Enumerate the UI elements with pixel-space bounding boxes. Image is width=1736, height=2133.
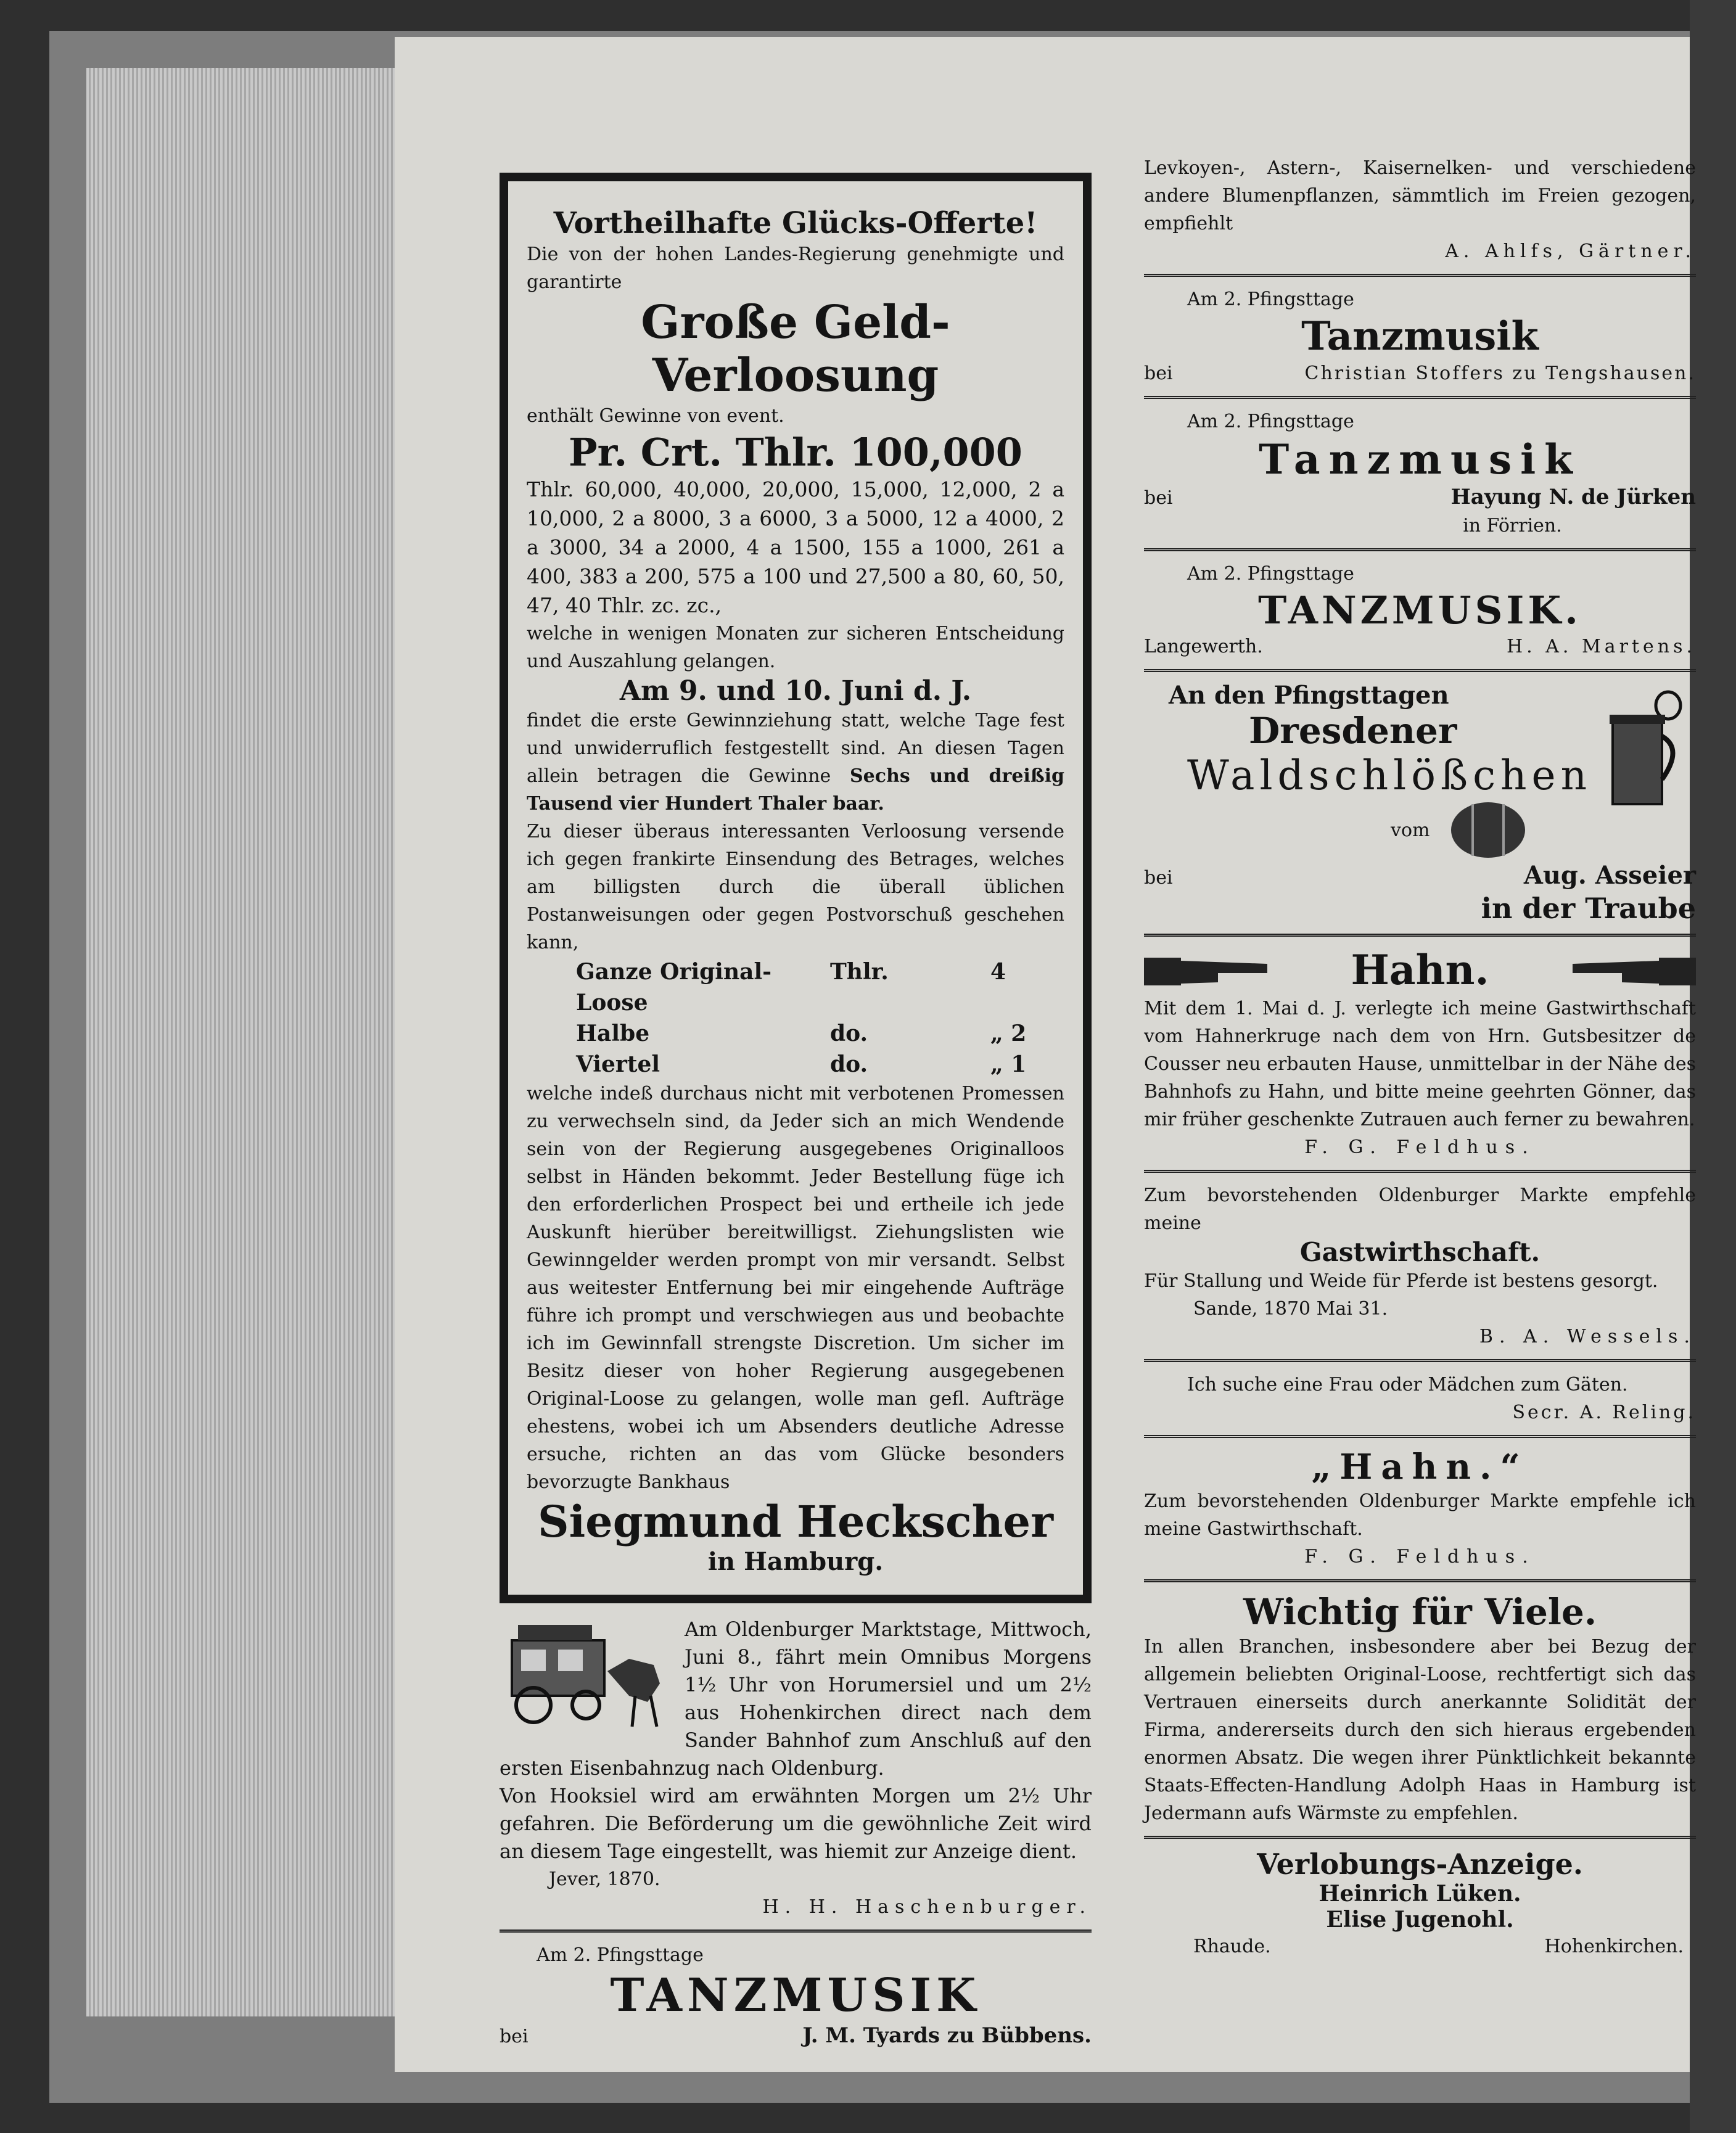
hahn-title-row xyxy=(1144,945,1696,995)
reling-ad xyxy=(1144,1371,1696,1426)
hahn2-signature: F. G. Feldhus. xyxy=(1304,1546,1536,1568)
top-prize: Pr. Crt. Thlr. 100,000 xyxy=(569,430,1022,475)
dresdener-l3: Waldschlößchen xyxy=(1187,752,1592,799)
tanzmusik-tengshausen-ad xyxy=(1144,286,1696,387)
right-column xyxy=(1144,154,1696,1960)
dresdener-bei: bei xyxy=(1144,867,1173,889)
separator xyxy=(1144,548,1696,551)
omnibus-text2: Von Hooksiel wird am erwähnten Morgen um 2½ Uhr gefahren. Die Beförderung um die gewöhnliche Zeit wird an diesem Tage eingestellt, was hiemit zur Anzeige dient. xyxy=(500,1784,1092,1863)
ad-headline: Große Geld-Verloosung xyxy=(641,296,950,402)
wichtig-title: Wichtig für Viele. xyxy=(1243,1591,1597,1633)
dresdener-ad xyxy=(1144,681,1696,925)
tanz1-host-row xyxy=(1144,360,1696,387)
dresdener-inn: in der Traube xyxy=(1481,892,1696,925)
ad-para3: Zu dieser überaus interessanten Verloosung versende ich gegen frankirte Einsendung des Betrages, welches am billigsten durch die überall üblichen Postanweisungen oder gegen Postvorschuß geschehen kann, xyxy=(527,821,1064,953)
tanzmusik-bubbens-ad xyxy=(500,1941,1092,2050)
tanzmusik-foerrien-ad xyxy=(1144,408,1696,540)
firm-name: Siegmund Heckscher xyxy=(538,1496,1053,1547)
ad-intro: Die von der hohen Landes-Regierung genehmigte und garantirte xyxy=(527,244,1064,293)
ad-title: Vortheilhafte Glücks-Offerte! xyxy=(553,206,1038,240)
tanz2-host-row xyxy=(1144,483,1696,512)
tanz-pre: Am 2. Pfingsttage xyxy=(537,1944,704,1966)
loose-val: 4 xyxy=(990,959,1006,985)
tanz3-host-row xyxy=(1144,633,1696,660)
reling-signature: Secr. A. Reling. xyxy=(1512,1402,1696,1423)
wichtig-text: In allen Branchen, insbesondere aber bei Bezug der allgemein beliebten Original-Loose, rechtfertigt sich das Vertrauen einerseits durch anerkannte Solidität der Firma, andererseits durch den sich hieraus ergebenden enormen Absatz. Die wegen ihrer Pünktlichkeit bekannte Staats-Effecten-Handlung Adolph Haas in Hamburg ist Jedermann aufs Wärmste zu empfehlen. xyxy=(1144,1636,1696,1824)
dresdener-l1: An den Pfingsttagen xyxy=(1169,681,1449,710)
ahlfs-signature: A. Ahlfs, Gärtner. xyxy=(1445,240,1696,262)
hahn-title: Hahn. xyxy=(1351,946,1489,994)
loose-label: Halbe xyxy=(576,1021,650,1046)
ad-para1: welche in wenigen Monaten zur sicheren Entscheidung und Auszahlung gelangen. xyxy=(527,623,1064,672)
tanz1-pre: Am 2. Pfingsttage xyxy=(1187,289,1354,310)
hahn2-text: Zum bevorstehenden Oldenburger Markte empfehle ich meine Gastwirthschaft. xyxy=(1144,1490,1696,1540)
omnibus-signature: H. H. Haschenburger. xyxy=(762,1896,1092,1918)
firm-city: in Hamburg. xyxy=(707,1547,884,1576)
omnibus-text1: Am Oldenburger Marktstage, Mittwoch, Juni 8., fährt mein Omnibus Morgens 1½ Uhr von Horumersiel und um 2½ aus Hohenkirchen direct nach dem Sander Bahnhof zum Anschluß auf den ersten Eisenbahnzug nach Oldenburg. xyxy=(500,1617,1092,1780)
separator xyxy=(1144,396,1696,399)
page-edges xyxy=(86,68,395,2016)
tanz-bei: bei xyxy=(500,2026,529,2047)
verlobung-name1: Heinrich Lüken. xyxy=(1318,1881,1521,1907)
ahlfs-text: Levkoyen-, Astern-, Kaisernelken- und verschiedene andere Blumenpflanzen, sämmtlich im Freien gezogen, empfiehlt xyxy=(1144,157,1696,234)
tanzmusik-langewerth-ad xyxy=(1144,560,1696,660)
omnibus-place: Jever, 1870. xyxy=(549,1868,660,1890)
pointing-hand-right-icon xyxy=(1144,945,1280,995)
beer-stein-icon xyxy=(1603,687,1690,810)
left-column xyxy=(500,173,1092,2050)
omnibus-ad xyxy=(500,1616,1092,1921)
separator xyxy=(1144,1836,1696,1839)
tanz2-host: Hayung N. de Jürken xyxy=(1450,485,1696,509)
book-spine xyxy=(1690,0,1736,2133)
dresdener-host-row xyxy=(1144,861,1696,892)
wessels-text1: Zum bevorstehenden Oldenburger Markte empfehle meine xyxy=(1144,1185,1696,1234)
reling-text: Ich suche eine Frau oder Mädchen zum Gäten. xyxy=(1187,1374,1628,1395)
loose-price-row xyxy=(527,956,1064,1080)
loose-label: Ganze Original-Loose xyxy=(576,959,772,1016)
hahn2-title: „Hahn.“ xyxy=(1311,1447,1529,1487)
separator xyxy=(500,1930,1092,1933)
verlobung-ad xyxy=(1144,1847,1696,1960)
ad-gains-intro: enthält Gewinne von event. xyxy=(527,405,784,427)
separator xyxy=(1144,1435,1696,1438)
separator xyxy=(1144,274,1696,277)
pointing-hand-left-icon xyxy=(1560,945,1696,995)
separator xyxy=(1144,934,1696,937)
separator xyxy=(1144,669,1696,672)
ad-para2 xyxy=(527,707,1064,818)
tanz-host-row xyxy=(500,2022,1092,2050)
hahn-text: Mit dem 1. Mai d. J. verlegte ich meine Gastwirthschaft vom Hahnerkruge nach dem von Hrn. Gutsbesitzer de Cousser neu erbauten Hause, unmittelbar in der Nähe des Bahnhofs zu Hahn, und bitte meine geehrten Gönner, das mir früher geschenkte Zutrauen auch ferner zu bewahren. xyxy=(1144,998,1696,1130)
verlobung-place2: Hohenkirchen. xyxy=(1544,1936,1684,1957)
separator xyxy=(1144,1579,1696,1582)
loose-mid: do. xyxy=(830,1051,868,1077)
ad-para2-text: findet die erste Gewinnziehung statt, welche Tage fest und unwiderruflich festgestellt sind. An diesen Tagen allein betragen die Gewinne xyxy=(527,710,1064,787)
separator xyxy=(1144,1170,1696,1173)
loose-val: „ 2 xyxy=(990,1021,1027,1046)
tanz-host: J. M. Tyards zu Bübbens. xyxy=(802,2023,1092,2048)
wichtig-ad xyxy=(1144,1591,1696,1827)
wessels-ad xyxy=(1144,1182,1696,1350)
ad-para2-bold: Sechs und dreißig Tausend vier Hundert Thaler baar. xyxy=(527,765,1064,815)
stagecoach-icon xyxy=(500,1616,672,1733)
wessels-head: Gastwirthschaft. xyxy=(1299,1237,1541,1267)
tanz1-host: Christian Stoffers zu Tengshausen. xyxy=(1304,363,1696,384)
wessels-text2: Für Stallung und Weide für Pferde ist bestens gesorgt. xyxy=(1144,1270,1658,1292)
hahn2-ad xyxy=(1144,1447,1696,1571)
ad-date-head: Am 9. und 10. Juni d. J. xyxy=(619,675,972,707)
verlobung-title: Verlobungs-Anzeige. xyxy=(1257,1847,1583,1881)
tanz2-pre: Am 2. Pfingsttage xyxy=(1187,411,1354,432)
loose-mid: Thlr. xyxy=(830,959,889,985)
verlobung-place1: Rhaude. xyxy=(1193,1936,1271,1957)
verlobung-name2: Elise Jugenohl. xyxy=(1326,1907,1514,1933)
tanz3-host: H. A. Martens. xyxy=(1507,636,1696,657)
ahlfs-ad xyxy=(1144,154,1696,265)
loose-label: Viertel xyxy=(576,1051,660,1077)
tanz1-title: Tanzmusik xyxy=(1301,313,1539,360)
tanz-title: TANZMUSIK xyxy=(610,1969,981,2022)
loose-val: „ 1 xyxy=(990,1051,1027,1077)
dresdener-vom: vom xyxy=(1391,819,1430,841)
tanz2-title: Tanzmusik xyxy=(1259,435,1581,483)
tanz2-bei: bei xyxy=(1144,487,1173,509)
hahn-feldhus-ad xyxy=(1144,945,1696,1161)
wessels-date: Sande, 1870 Mai 31. xyxy=(1193,1298,1388,1320)
wessels-signature: B. A. Wessels. xyxy=(1479,1326,1696,1347)
tanz3-title: TANZMUSIK. xyxy=(1258,588,1582,633)
dresdener-host: Aug. Asseier xyxy=(1523,861,1696,890)
barrel-icon xyxy=(1448,799,1528,861)
tanz2-place: in Förrien. xyxy=(1463,515,1562,536)
dresdener-l2: Dresdener xyxy=(1249,710,1457,752)
loose-mid: do. xyxy=(830,1021,868,1046)
tanz3-place: Langewerth. xyxy=(1144,636,1263,657)
tanz3-pre: Am 2. Pfingsttage xyxy=(1187,563,1354,585)
ad-para4: welche indeß durchaus nicht mit verbotenen Promessen zu verwechseln sind, da Jeder sich an mich Wendende sein von der Regierung ausgegebenes Originalloos selbst in Händen bekommt. Jeder Bestellung füge ich den erforderlichen Prospect bei und ertheile ich jede Auskunft hierüber bereitwilligst. Ziehungslisten wie Gewinngelder werden prompt von mir versandt. Selbst aus weitester Entfernung bei mir eingehende Aufträge führe ich prompt und verschwiegen aus und beobachte ich im Gewinnfall strengste Discretion. Um sicher im Besitz dieser von hoher Regierung ausgegebenen Original-Loose zu gelangen, wolle man gefl. Aufträge ehestens, wobei ich um Absenders deutliche Adresse ersuche, richten an das vom Glücke besonders bevorzugte Bankhaus xyxy=(527,1083,1064,1493)
prize-list: Thlr. 60,000, 40,000, 20,000, 15,000, 12,000, 2 a 10,000, 2 a 8000, 3 a 6000, 3 a 5000, 12 a 4000, 2 a 3000, 34 a 2000, 4 a 1500, 155 a 1000, 261 a 400, 383 a 200, 575 a 100 und 27,500 a 80, 60, 50, 47, 40 Thlr. zc. zc., xyxy=(527,477,1064,617)
verlobung-places xyxy=(1144,1933,1696,1960)
hahn-signature: F. G. Feldhus. xyxy=(1304,1136,1536,1158)
separator xyxy=(1144,1359,1696,1362)
heckscher-ad xyxy=(500,173,1092,1603)
tanz1-bei: bei xyxy=(1144,363,1173,384)
